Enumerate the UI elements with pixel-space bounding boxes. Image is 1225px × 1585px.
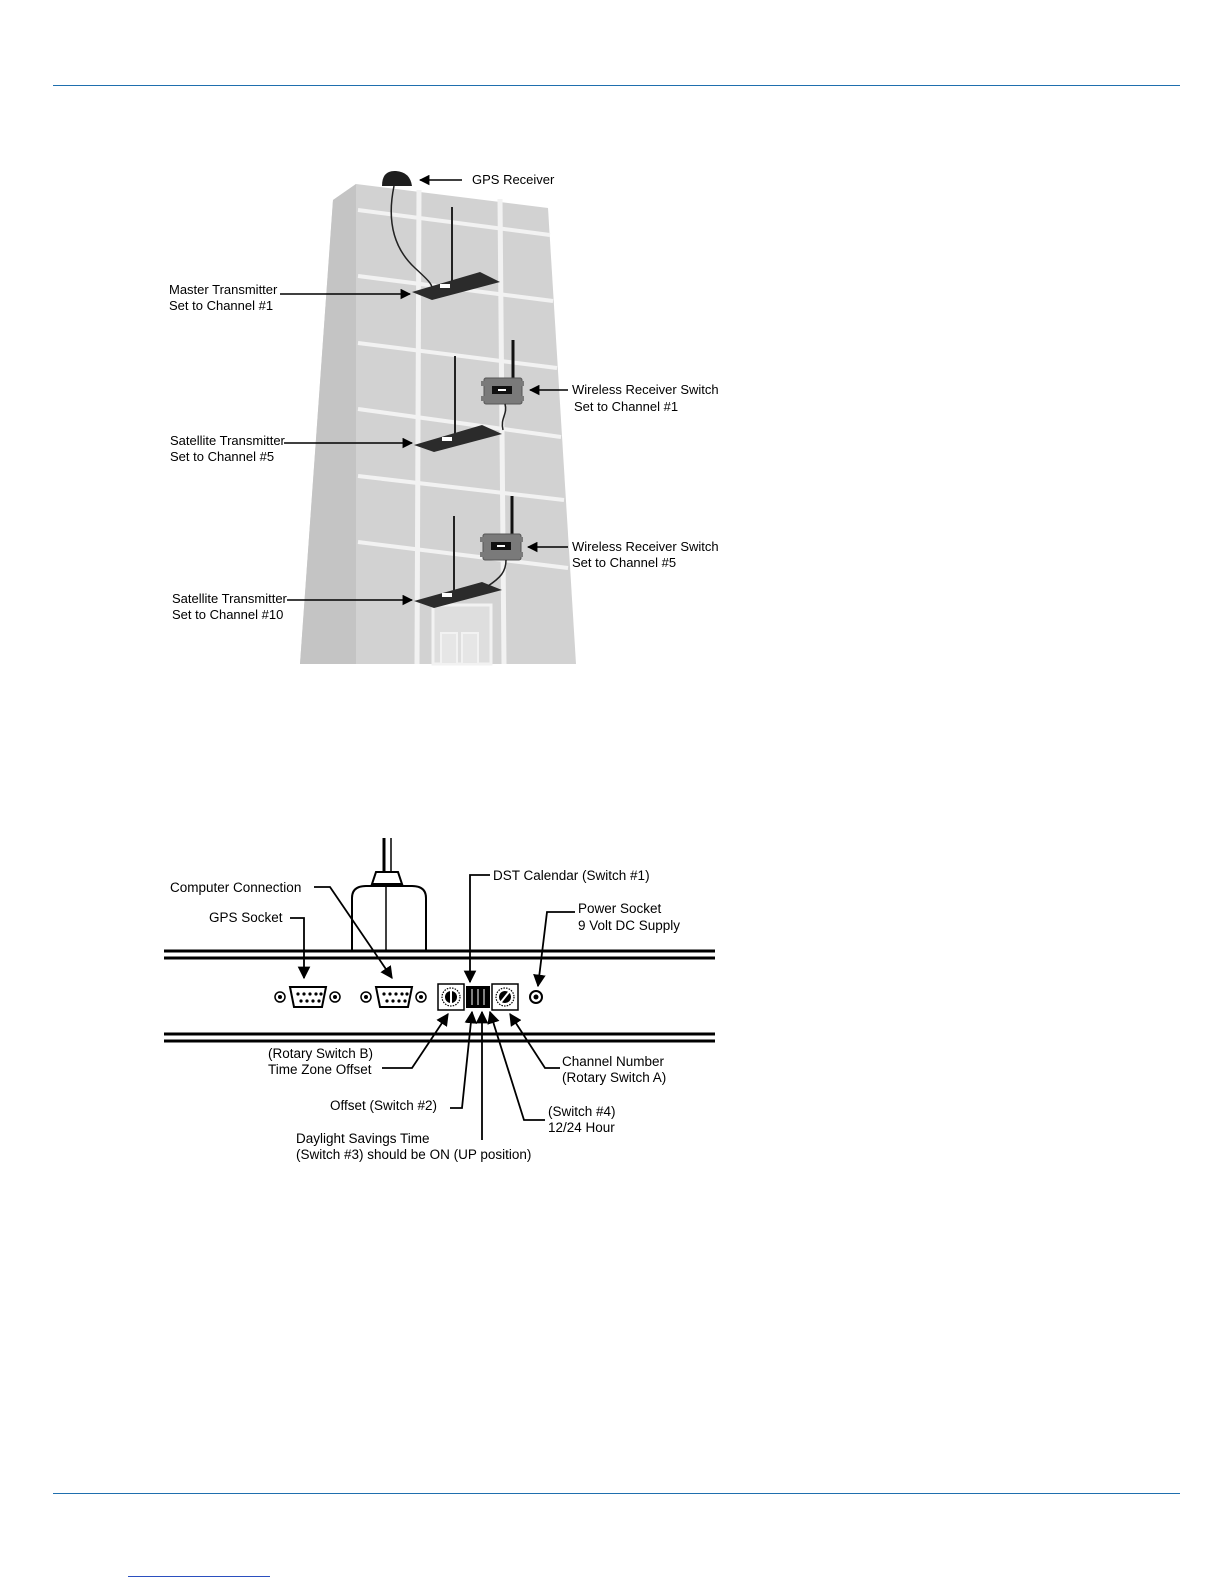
master-transmitter-label: Master Transmitter <box>169 282 278 297</box>
gps-socket-label: GPS Socket <box>209 910 283 925</box>
building <box>300 184 576 664</box>
hour-format-label: 12/24 Hour <box>548 1120 615 1135</box>
rotary-switch-a-label: (Rotary Switch A) <box>562 1070 667 1085</box>
wireless-receiver-2-label: Wireless Receiver Switch <box>572 539 719 554</box>
transmitter-antenna-housing <box>352 838 426 950</box>
footer-link-underline[interactable] <box>128 1576 270 1577</box>
dst-calendar-label: DST Calendar (Switch #1) <box>493 868 650 883</box>
wireless-receiver-2-channel: Set to Channel #5 <box>572 555 677 570</box>
daylight-savings-note: (Switch #3) should be ON (UP position) <box>296 1147 532 1162</box>
satellite-transmitter-2-label: Satellite Transmitter <box>172 591 287 606</box>
power-socket-label: Power Socket <box>578 901 662 916</box>
switch-4-label: (Switch #4) <box>548 1104 616 1119</box>
time-zone-offset-label: Time Zone Offset <box>268 1062 372 1077</box>
satellite-transmitter-2-channel: Set to Channel #10 <box>172 607 284 622</box>
rotary-switch-b-icon <box>438 984 464 1010</box>
power-socket-icon <box>530 991 542 1003</box>
gps-socket-icon <box>275 987 340 1007</box>
building-diagram <box>0 0 1225 700</box>
footer-rule <box>53 1493 1180 1494</box>
offset-switch-label: Offset (Switch #2) <box>330 1098 438 1113</box>
dip-switch-block-icon <box>466 986 490 1008</box>
satellite-transmitter-1-label: Satellite Transmitter <box>170 433 285 448</box>
satellite-transmitter-1-channel: Set to Channel #5 <box>170 449 275 464</box>
master-transmitter-channel: Set to Channel #1 <box>169 298 274 313</box>
rotary-switch-a-icon <box>492 984 518 1010</box>
wireless-receiver-1-label: Wireless Receiver Switch <box>572 382 719 397</box>
daylight-savings-label: Daylight Savings Time <box>296 1131 430 1146</box>
wireless-receiver-1-channel: Set to Channel #1 <box>574 399 679 414</box>
channel-number-label: Channel Number <box>562 1054 665 1069</box>
computer-connection-label: Computer Connection <box>170 880 302 895</box>
rotary-switch-b-label: (Rotary Switch B) <box>268 1046 374 1061</box>
power-supply-label: 9 Volt DC Supply <box>578 918 681 933</box>
gps-receiver-icon <box>382 171 412 186</box>
panel-diagram <box>0 820 1225 1180</box>
gps-receiver-label: GPS Receiver <box>472 172 555 187</box>
computer-connection-icon <box>361 987 426 1007</box>
